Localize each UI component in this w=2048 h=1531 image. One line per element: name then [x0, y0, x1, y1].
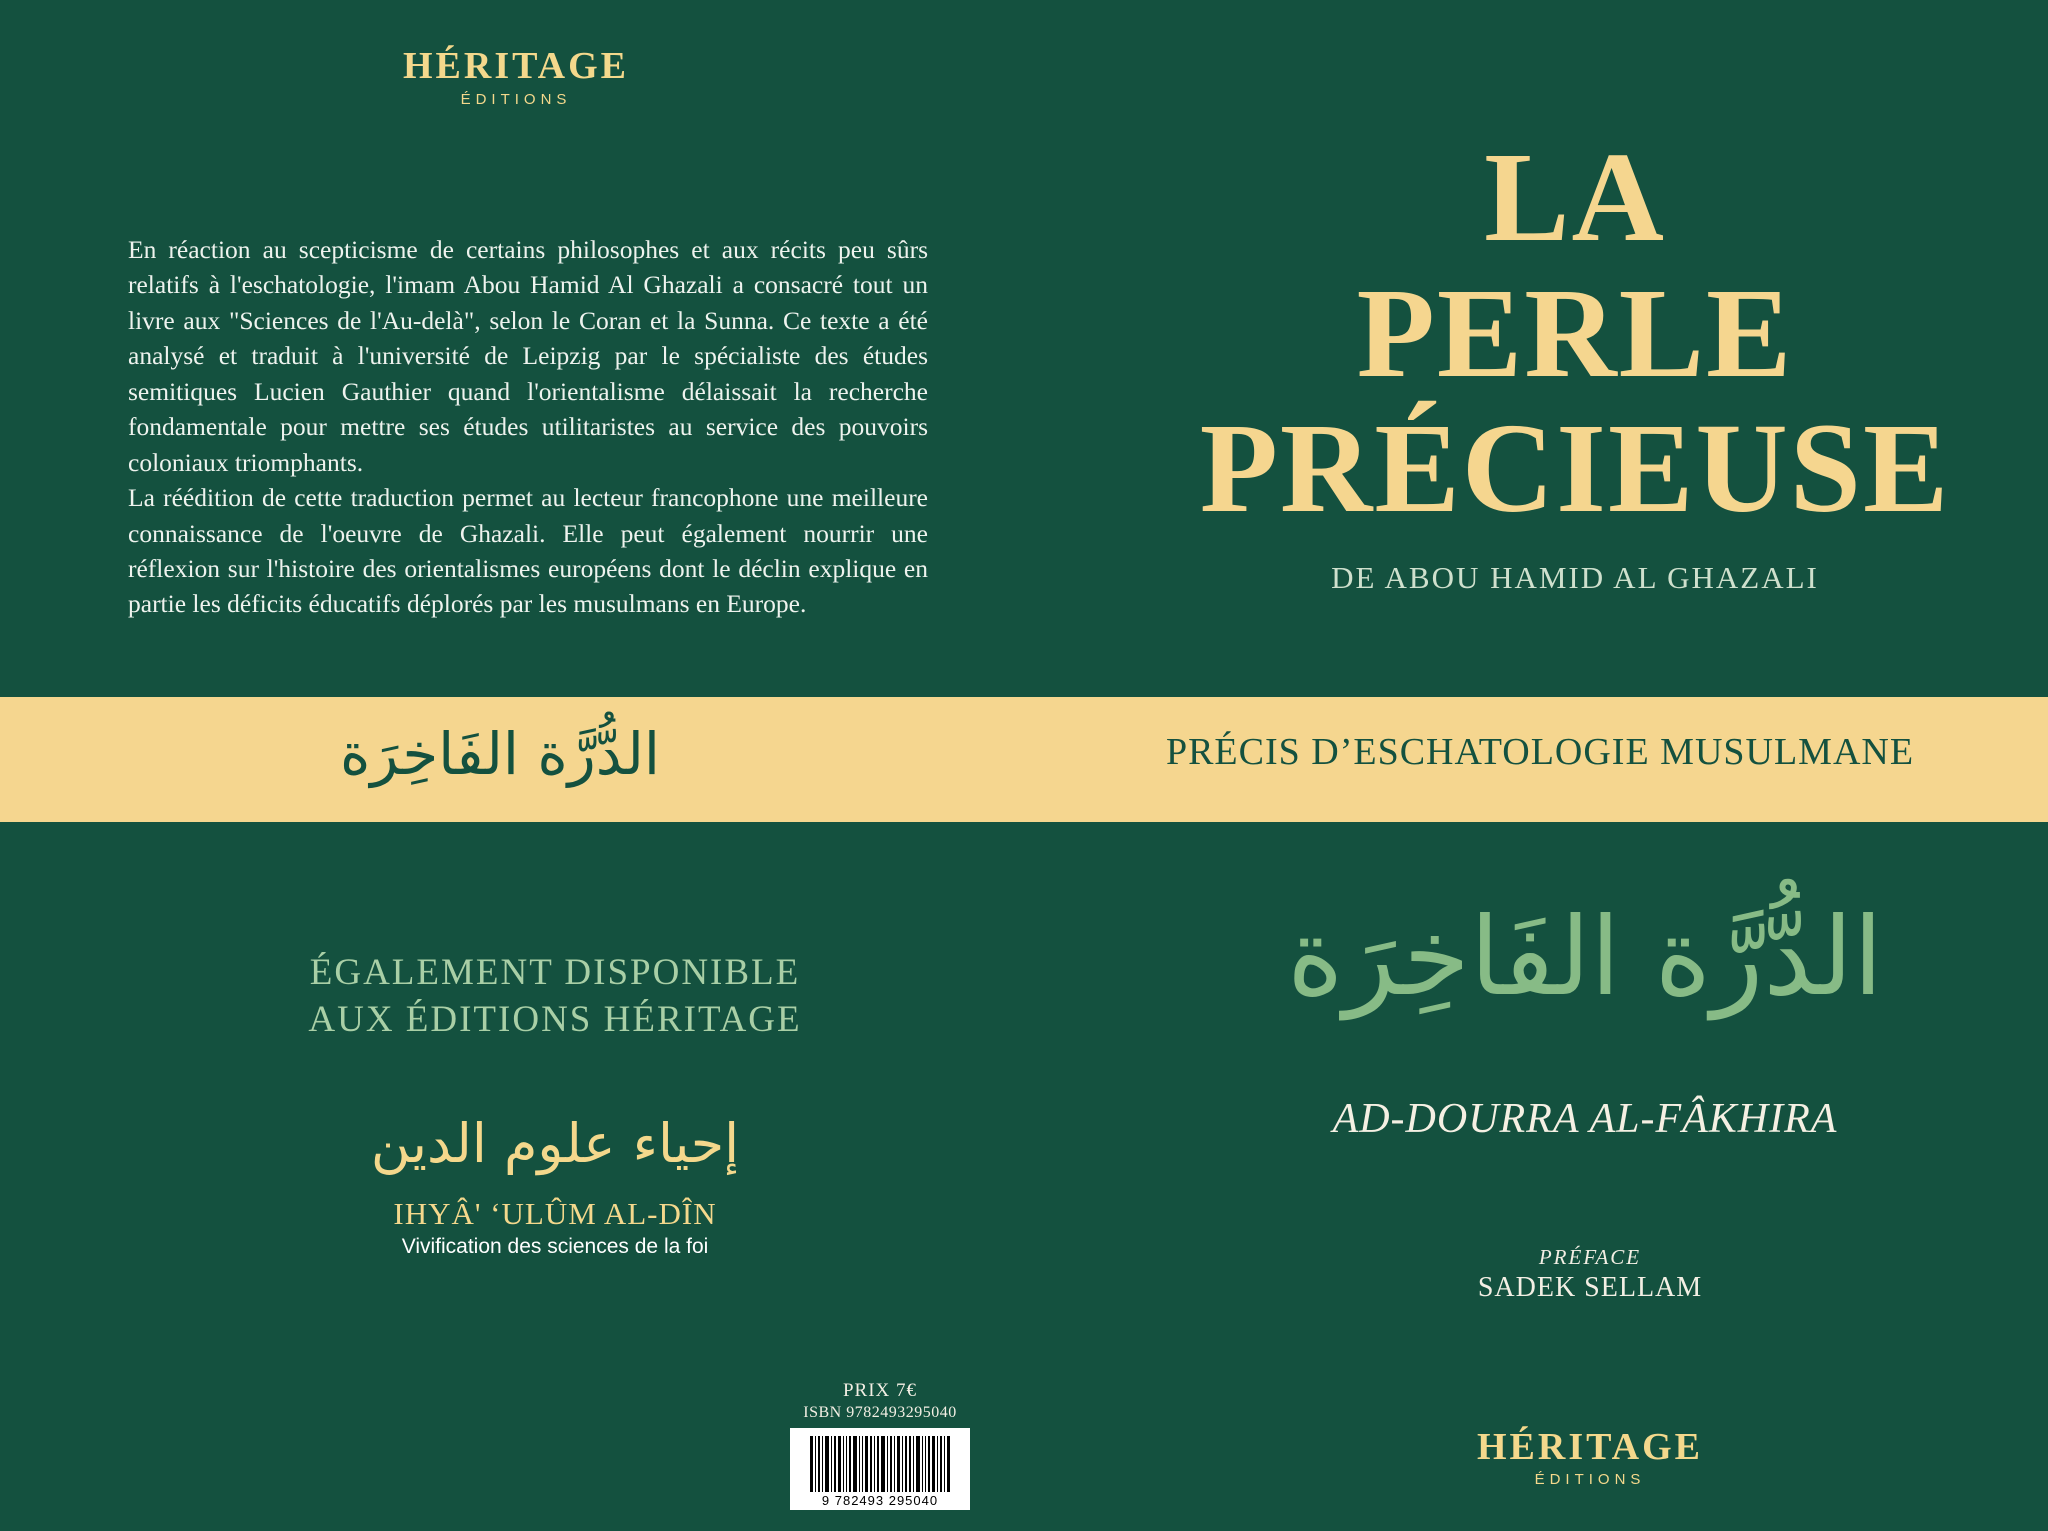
back-cover-blurb [128, 232, 928, 622]
also-available-line-1: ÉGALEMENT DISPONIBLE [309, 952, 801, 993]
price-label: PRIX 7€ [842, 1380, 918, 1401]
preface-block [1330, 1245, 1850, 1304]
blurb-paragraph-1: En réaction au scepticisme de certains philosophes et aux récits peu sûrs relatifs à l'eschatologie, l'imam Abou Hamid Al Ghazali a consacré tout un livre aux "Sciences de l'Au-delà", selon le Coran et la Sunna. Ce texte a été analysé et traduit à l'université de Leipzig par le spécialiste des études semitiques Lucien Gauthier quand l'orientalisme délaissait la recherche fondamentale pour mettre ses études utilitaristes au service des pouvoirs coloniaux triomphants. [128, 235, 928, 477]
barcode-image [790, 1428, 970, 1510]
barcode-bars [800, 1436, 960, 1492]
front-cover-transliteration: AD-DOURRA AL-FÂKHIRA [1332, 1096, 1838, 1142]
publisher-name: HÉRITAGE [402, 45, 629, 87]
preface-author: SADEK SELLAM [1477, 1272, 1703, 1303]
front-publisher-logo [1330, 1425, 1850, 1488]
publisher-subtitle: ÉDITIONS [1534, 1471, 1646, 1488]
also-available-line-2: AUX ÉDITIONS HÉRITAGE [308, 998, 802, 1040]
also-available-section [190, 950, 920, 1259]
barcode-block [790, 1380, 970, 1510]
front-cover-author: DE ABOU HAMID AL GHAZALI [1331, 560, 1819, 595]
barcode-digits: 9 782493 295040 [821, 1493, 939, 1508]
back-cover-top [0, 0, 1112, 700]
other-book-transliteration: IHYÂ' ‘ULÛM AL-DÎN [393, 1195, 717, 1231]
title-line-1: LA [1484, 126, 1666, 268]
publisher-name: HÉRITAGE [1476, 1426, 1703, 1468]
title-line-3: PRÉCIEUSE [1199, 397, 1951, 540]
publisher-subtitle: ÉDITIONS [460, 91, 572, 108]
other-book-french-subtitle: Vivification des sciences de la foi [401, 1234, 709, 1258]
title-line-2: PERLE [1356, 261, 1794, 404]
other-book-arabic-title: إحياء علوم الدين [370, 1111, 740, 1175]
front-cover-arabic-title: الدُّرَّة الفَاخِرَة [1286, 895, 1884, 1020]
band-subtitle: PRÉCIS D’ESCHATOLOGIE MUSULMANE [1165, 731, 1915, 773]
band-arabic-title: الدُّرَّة الفَاخِرَة [339, 720, 661, 788]
yellow-band [0, 697, 2048, 822]
preface-label: PRÉFACE [1538, 1245, 1642, 1269]
isbn-label: ISBN 9782493295040 [803, 1404, 957, 1421]
back-publisher-logo [386, 44, 646, 108]
front-cover-title [1110, 126, 2040, 540]
blurb-paragraph-2: La réédition de cette traduction permet au lecteur francophone une meilleure connaissance de l'oeuvre de Ghazali. Elle peut également nourrir une réflexion sur l'histoire des orientalismes européens dont le déclin explique en partie les déficits éducatifs déplorés par les musulmans en Europe. [128, 483, 928, 619]
